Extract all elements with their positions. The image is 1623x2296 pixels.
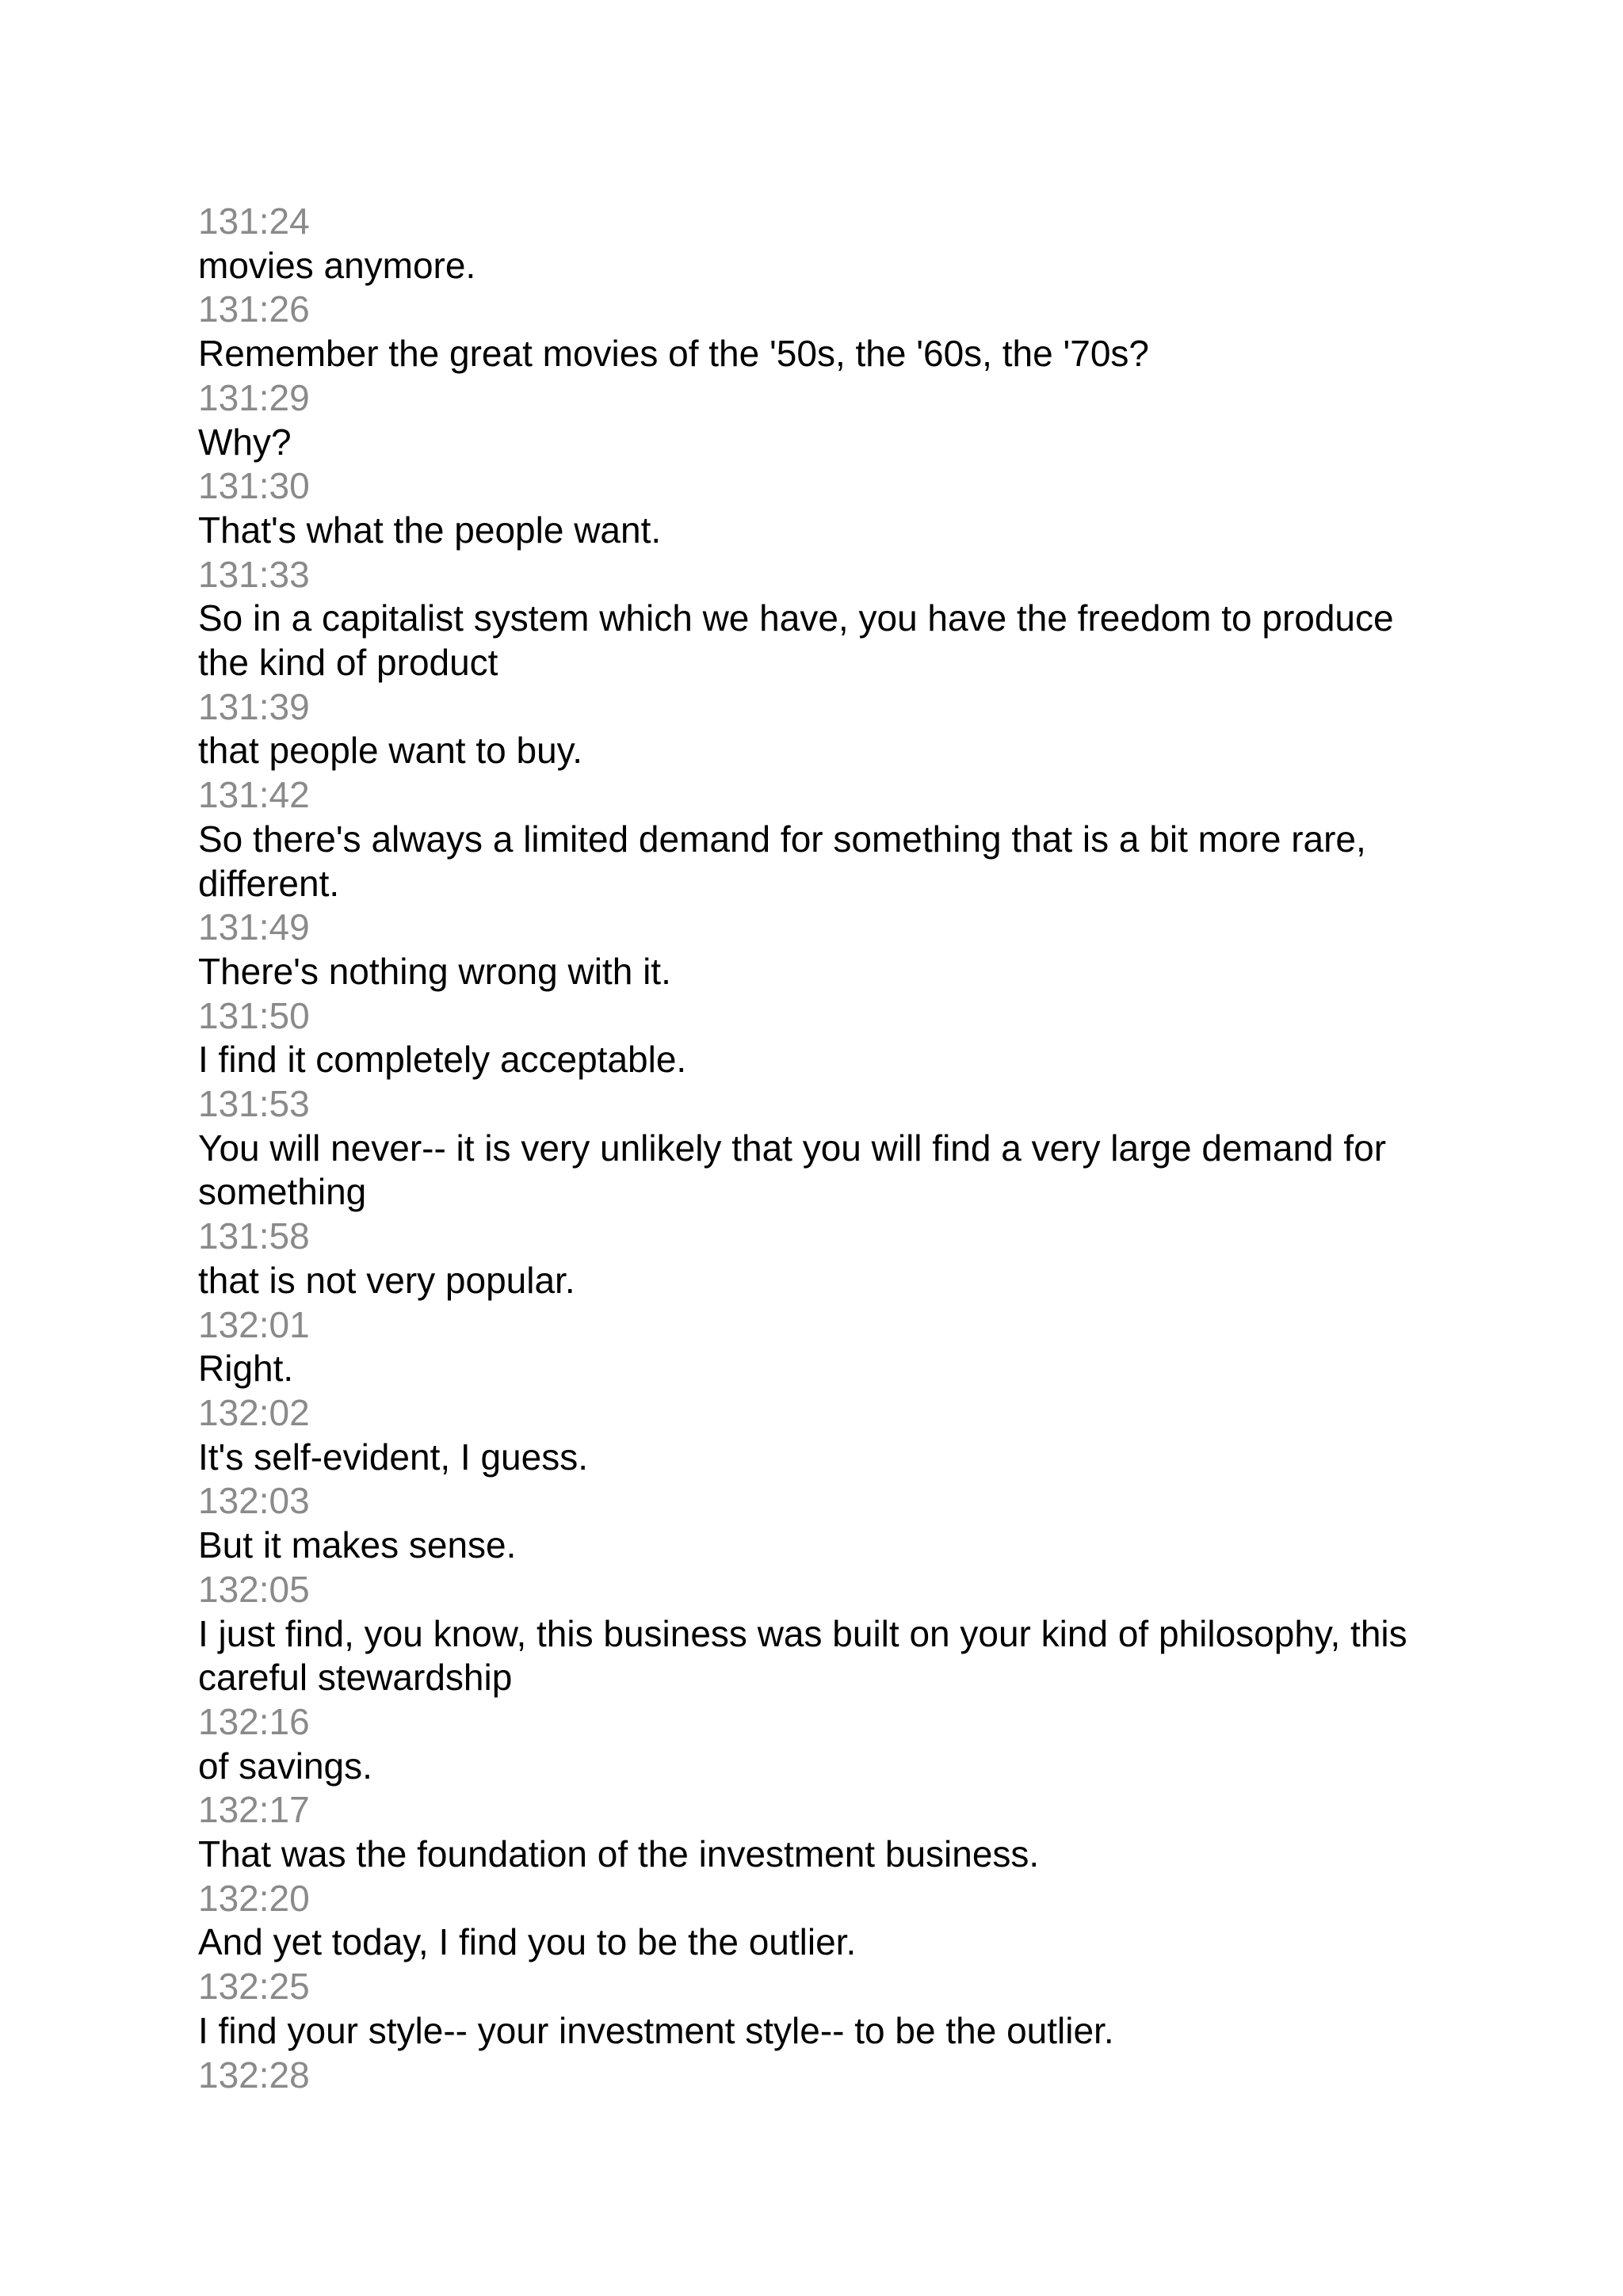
timestamp: 132:20 [198,1877,310,1919]
transcript-entry [198,1700,1434,1788]
transcript-entry [198,2054,1434,2098]
transcript-text: that is not very popular. [198,1259,575,1301]
timestamp: 131:39 [198,685,310,727]
transcript-text: You will never-- it is very unlikely that you will find a very large demand for something [198,1127,1387,1213]
transcript-text: But it makes sense. [198,1524,517,1566]
transcript-text: that people want to buy. [198,730,583,772]
timestamp: 132:05 [198,1568,310,1610]
transcript-entry [198,1215,1434,1302]
transcript-text: I just find, you know, this business was built on your kind of philosophy, this careful stewardship [198,1612,1407,1699]
timestamp: 132:16 [198,1700,310,1742]
transcript [198,200,1434,2097]
transcript-entry [198,1479,1434,1567]
timestamp: 131:33 [198,553,310,595]
timestamp: 131:58 [198,1215,310,1257]
transcript-entry [198,773,1434,906]
timestamp: 132:25 [198,1966,310,2008]
transcript-entry [198,1082,1434,1215]
timestamp: 131:49 [198,906,310,948]
transcript-entry [198,906,1434,994]
timestamp: 131:53 [198,1083,310,1125]
transcript-text: There's nothing wrong with it. [198,950,671,992]
transcript-entry [198,1965,1434,2053]
transcript-text: movies anymore. [198,244,476,286]
timestamp: 131:30 [198,465,310,507]
timestamp: 131:42 [198,774,310,816]
transcript-entry [198,994,1434,1082]
timestamp: 131:26 [198,288,310,330]
transcript-text: That's what the people want. [198,509,662,551]
transcript-text: That was the foundation of the investment business. [198,1833,1040,1875]
transcript-text: Why? [198,421,292,463]
transcript-text: And yet today, I find you to be the outlier. [198,1921,857,1963]
transcript-entry [198,1303,1434,1391]
transcript-entry [198,376,1434,464]
timestamp: 132:02 [198,1391,310,1433]
transcript-text: I find it completely acceptable. [198,1039,687,1081]
timestamp: 132:17 [198,1789,310,1831]
transcript-entry [198,685,1434,773]
transcript-text: Right. [198,1348,294,1390]
timestamp: 132:03 [198,1480,310,1522]
transcript-entry [198,464,1434,552]
timestamp: 131:29 [198,376,310,418]
transcript-text: So there's always a limited demand for something that is a bit more rare, different. [198,818,1366,904]
transcript-entry [198,200,1434,288]
timestamp: 131:24 [198,200,310,242]
transcript-text: So in a capitalist system which we have, you have the freedom to produce the kind of product [198,597,1394,684]
transcript-entry [198,288,1434,376]
transcript-entry [198,1568,1434,1700]
transcript-text: of savings. [198,1745,372,1787]
transcript-entry [198,1788,1434,1876]
transcript-entry [198,553,1434,685]
transcript-text: It's self-evident, I guess. [198,1436,589,1478]
transcript-entry [198,1877,1434,1965]
timestamp: 132:01 [198,1303,310,1345]
timestamp: 131:50 [198,994,310,1036]
transcript-entry [198,1391,1434,1479]
transcript-text: Remember the great movies of the '50s, the '60s, the '70s? [198,333,1149,375]
timestamp: 132:28 [198,2054,310,2096]
transcript-text: I find your style-- your investment style-- to be the outlier. [198,2009,1114,2051]
